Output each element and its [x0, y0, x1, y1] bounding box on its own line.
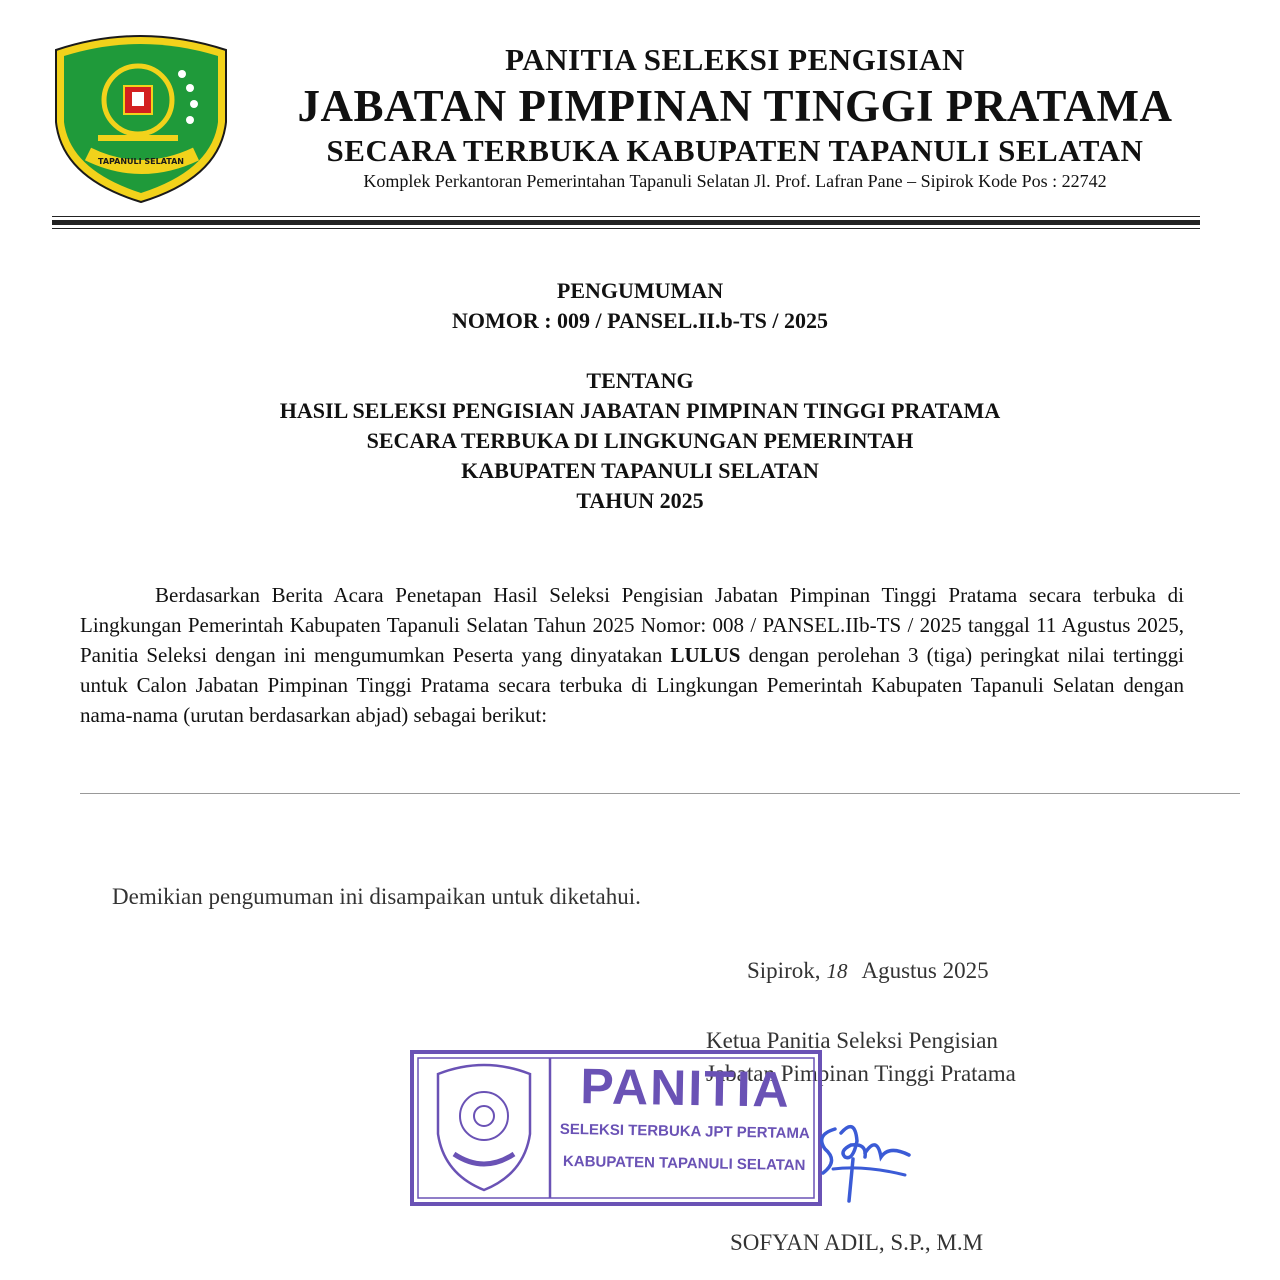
- letterhead-line-2: JABATAN PIMPINAN TINGGI PRATAMA: [297, 81, 1173, 131]
- body-text-bold: LULUS: [670, 643, 741, 667]
- letterhead-rule-bottom: [52, 228, 1200, 229]
- subject-line-2: SECARA TERBUKA DI LINGKUNGAN PEMERINTAH: [366, 428, 914, 453]
- letterhead-rule-thick: [52, 220, 1200, 225]
- letterhead-address: Komplek Perkantoran Pemerintahan Tapanuli Selatan Jl. Prof. Lafran Pane – Sipirok Kode Pos : 22742: [363, 171, 1107, 191]
- announcement-header: [0, 276, 1280, 336]
- announcement-subject: [0, 366, 1280, 516]
- letterhead-rule-thin: [52, 216, 1200, 217]
- announcement-number: NOMOR : 009 / PANSEL.II.b-TS / 2025: [451, 308, 829, 333]
- subject-line-4: TAHUN 2025: [576, 488, 704, 513]
- handwritten-signature: [805, 1105, 925, 1205]
- stamp-line-2: KABUPATEN TAPANULI SELATAN: [562, 1152, 806, 1175]
- body-paragraph: [80, 580, 1184, 730]
- role-line-2: Jabatan Pimpinan Tinggi Pratama: [706, 1061, 1016, 1086]
- place-name: Sipirok,: [747, 958, 821, 983]
- letterhead-line-1: PANITIA SELEKSI PENGISIAN: [505, 42, 965, 77]
- month-year: Agustus 2025: [861, 958, 989, 983]
- announcement-heading: PENGUMUMAN: [556, 278, 724, 303]
- body-text-part-1: Berdasarkan Berita Acara Penetapan Hasil Seleksi Pengisian Jabatan Pimpinan Tinggi Pratama secara terbuka di Lingkungan Pemerintah Kabupaten Tapanuli Selatan Tahun 2025 Nomor: 008 / PANSEL.IIb-TS / 2025 tanggal 11 Agustus 2025, Panitia Seleksi dengan ini mengumumkan Peserta yang dinyatakan: [80, 583, 1184, 667]
- subject-line-3: KABUPATEN TAPANULI SELATAN: [461, 458, 819, 483]
- letterhead: [240, 40, 1230, 192]
- subject-line-1: HASIL SELEKSI PENGISIAN JABATAN PIMPINAN TINGGI PRATAMA: [279, 398, 1001, 423]
- role-line-1: Ketua Panitia Seleksi Pengisian: [706, 1028, 998, 1053]
- handwritten-day: 18: [826, 959, 848, 983]
- stamp-title: PANITIA: [579, 1058, 792, 1118]
- regency-logo: [50, 30, 232, 206]
- logo-banner-text: TAPANULI SELATAN: [97, 157, 185, 166]
- closing-statement: Demikian pengumuman ini disampaikan untuk diketahui.: [112, 884, 641, 909]
- letterhead-line-3: SECARA TERBUKA KABUPATEN TAPANULI SELATAN: [326, 133, 1144, 168]
- stamp-text: [554, 1058, 816, 1183]
- stamp-emblem-icon: [438, 1065, 530, 1190]
- stamp-line-1: SELEKSI TERBUKA JPT PERTAMA: [559, 1120, 810, 1143]
- about-label: TENTANG: [586, 368, 694, 393]
- place-date: [747, 958, 989, 984]
- page-divider: [80, 793, 1240, 794]
- body-text-part-2: dengan perolehan 3 (tiga) peringkat nilai tertinggi untuk Calon Jabatan Pimpinan Tinggi Pratama secara terbuka di Lingkungan Pemerintah Kabupaten Tapanuli Selatan dengan nama-nama (urutan berdasarkan abjad) sebagai berikut:: [80, 643, 1184, 727]
- signer-name: SOFYAN ADIL, S.P., M.M: [730, 1230, 984, 1255]
